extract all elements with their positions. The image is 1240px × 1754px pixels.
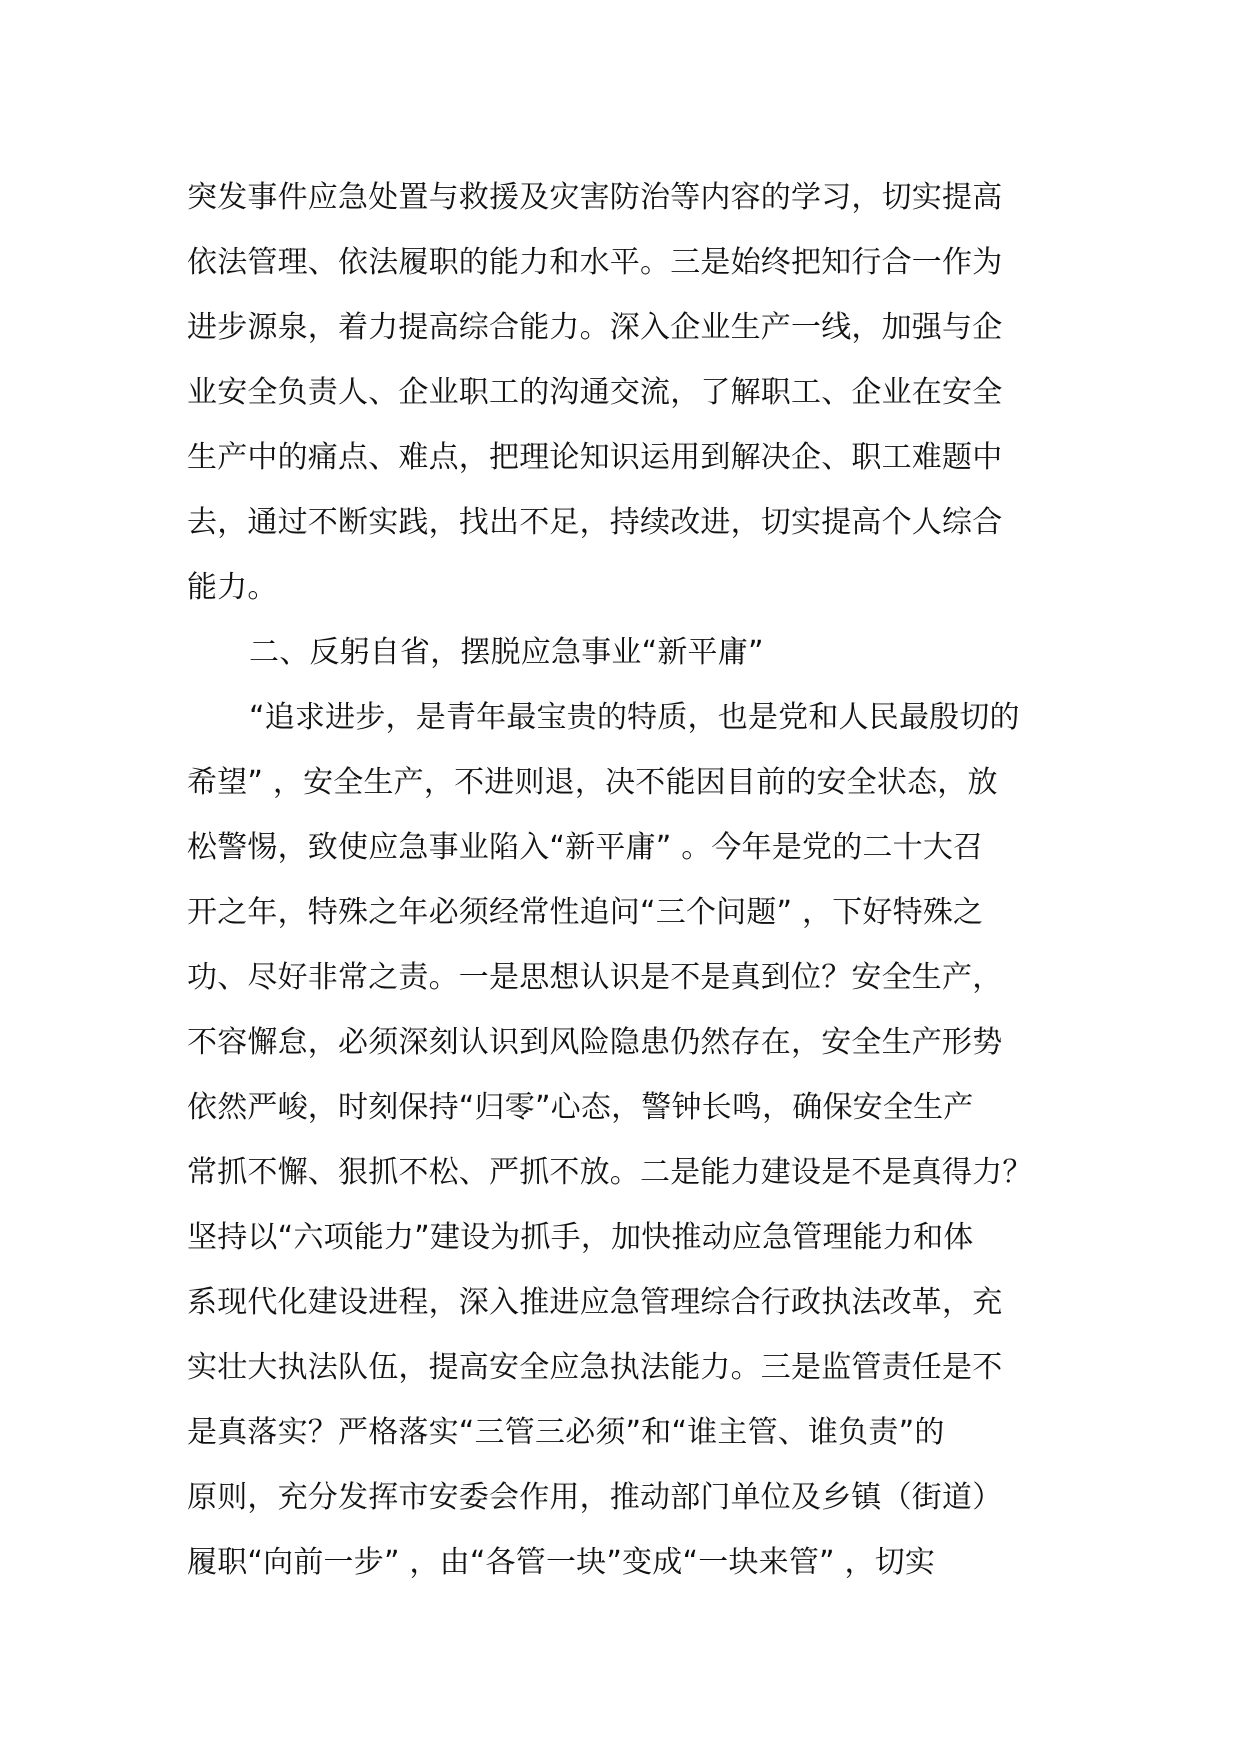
paragraph-line: 常抓不懈、狠抓不松、严抓不放。二是能力建设是不是真得力？ xyxy=(187,1155,1033,1190)
paragraph-line: 坚持以“六项能力”建设为抓手，加快推动应急管理能力和体 xyxy=(187,1220,974,1255)
paragraph-line: 实壮大执法队伍，提高安全应急执法能力。三是监管责任是不 xyxy=(187,1350,1003,1385)
paragraph-line: “追求进步，是青年最宝贵的特质，也是党和人民最殷切的 xyxy=(249,700,1020,735)
paragraph-line: 开之年，特殊之年必须经常性追问“三个问题” ，下好特殊之 xyxy=(187,895,984,930)
paragraph-line: 是真落实？严格落实“三管三必须”和“谁主管、谁负责”的 xyxy=(187,1415,945,1450)
paragraph-line: 不容懈怠，必须深刻认识到风险隐患仍然存在，安全生产形势 xyxy=(187,1025,1003,1060)
paragraph-line: 突发事件应急处置与救援及灾害防治等内容的学习，切实提高 xyxy=(187,180,1003,215)
paragraph-line: 功、尽好非常之责。一是思想认识是不是真到位？安全生产， xyxy=(187,960,1003,995)
paragraph-line: 业安全负责人、企业职工的沟通交流，了解职工、企业在安全 xyxy=(187,375,1003,410)
paragraph-line: 生产中的痛点、难点，把理论知识运用到解决企、职工难题中 xyxy=(187,440,1003,475)
paragraph-line: 进步源泉，着力提高综合能力。深入企业生产一线，加强与企 xyxy=(187,310,1003,345)
paragraph-line: 原则，充分发挥市安委会作用，推动部门单位及乡镇（街道） xyxy=(187,1480,1003,1515)
paragraph-line: 依然严峻，时刻保持“归零”心态，警钟长鸣，确保安全生产 xyxy=(187,1090,974,1125)
section-heading: 二、反躬自省，摆脱应急事业“新平庸” xyxy=(249,635,764,670)
paragraph-line: 依法管理、依法履职的能力和水平。三是始终把知行合一作为 xyxy=(187,245,1003,280)
paragraph-line: 能力。 xyxy=(187,570,278,605)
paragraph-line: 松警惕，致使应急事业陷入“新平庸” 。今年是党的二十大召 xyxy=(187,830,984,865)
paragraph-line: 去，通过不断实践，找出不足，持续改进，切实提高个人综合 xyxy=(187,505,1003,540)
paragraph-line: 希望” ，安全生产，不进则退，决不能因目前的安全状态，放 xyxy=(187,765,998,800)
paragraph-line: 履职“向前一步” ，由“各管一块”变成“一块来管” ，切实 xyxy=(187,1545,936,1580)
body-text xyxy=(187,170,1067,1600)
paragraph-line: 系现代化建设进程，深入推进应急管理综合行政执法改革，充 xyxy=(187,1285,1003,1320)
